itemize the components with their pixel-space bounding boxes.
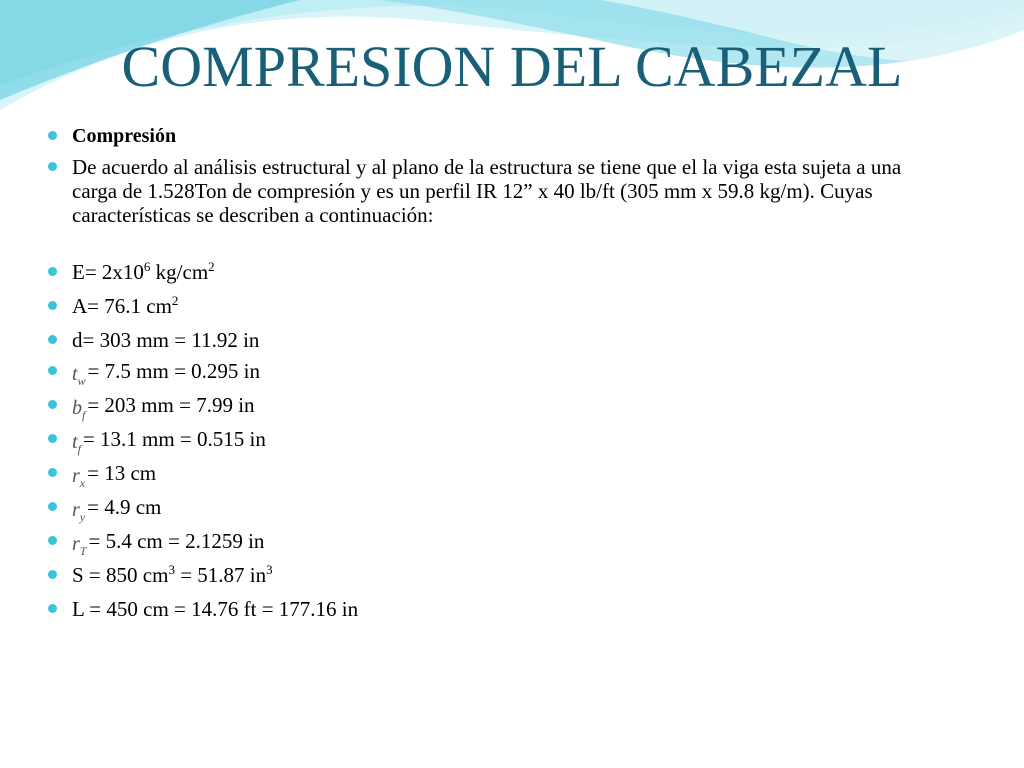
- bullet-dot-icon: [48, 131, 57, 140]
- property-tw: = 7.5 mm = 0.295 in: [87, 359, 261, 383]
- slide-title: COMPRESION DEL CABEZAL: [121, 34, 903, 99]
- property-ry: = 4.9 cm: [87, 495, 162, 519]
- rt-symbol-icon: $r_T$: [72, 533, 87, 558]
- heading-compresion: Compresión: [72, 125, 177, 147]
- bullet-dot-icon: [48, 570, 57, 579]
- list-item: [48, 359, 948, 386]
- bullet-dot-icon: [48, 335, 57, 344]
- property-d: d= 303 mm = 11.92 in: [72, 328, 260, 352]
- list-item: [48, 495, 948, 522]
- bullet-dot-icon: [48, 468, 57, 477]
- bullet-dot-icon: [48, 400, 57, 409]
- list-item: [48, 393, 948, 420]
- property-tf: = 13.1 mm = 0.515 in: [82, 427, 266, 451]
- bullet-dot-icon: [48, 536, 57, 545]
- property-e: $E= 2x10^6$ $kg/cm^2$: [72, 259, 215, 284]
- bullet-dot-icon: [48, 502, 57, 511]
- property-s: S = 850 $cm^3 = 51.87$ $in^3$: [72, 562, 273, 587]
- property-rt: = 5.4 cm = 2.1259 in: [88, 529, 265, 553]
- list-item: [48, 155, 948, 227]
- bullet-dot-icon: [48, 162, 57, 171]
- bullet-dot-icon: [48, 366, 57, 375]
- bullet-dot-icon: [48, 301, 57, 310]
- property-bf: = 203 mm = 7.99 in: [87, 393, 255, 417]
- list-item: [48, 461, 948, 488]
- list-item: [48, 124, 948, 148]
- rx-symbol-icon: $r_x$: [72, 465, 86, 490]
- list-item: [48, 529, 948, 556]
- property-l: L = 450 cm = 14.76 ft = 177.16 in: [72, 597, 359, 621]
- bf-symbol-icon: $b_f$: [72, 397, 86, 422]
- list-item: [48, 597, 948, 621]
- list-item: [48, 427, 948, 454]
- list-item: [48, 260, 948, 287]
- list-item: [48, 328, 948, 352]
- list-item: [48, 563, 948, 590]
- property-a: A= 76.1 $cm^2$: [72, 293, 179, 318]
- spacer: [48, 234, 948, 260]
- ry-symbol-icon: $r_y$: [72, 499, 86, 524]
- bullet-dot-icon: [48, 267, 57, 276]
- property-rx: = 13 cm: [87, 461, 157, 485]
- bullet-dot-icon: [48, 604, 57, 613]
- bullet-dot-icon: [48, 434, 57, 443]
- bullet-list: [48, 124, 948, 628]
- list-item: [48, 294, 948, 321]
- tw-symbol-icon: $t_w$: [72, 363, 86, 388]
- tf-symbol-icon: $t_f$: [72, 431, 81, 456]
- description-paragraph: De acuerdo al análisis estructural y al plano de la estructura se tiene que el la viga esta sujeta a una carga de 1.528Ton de compresión y es un perfil IR 12” x 40 lb/ft (305 mm x 59.8 kg/m). Cuyas características se describen a continuación:: [72, 155, 902, 227]
